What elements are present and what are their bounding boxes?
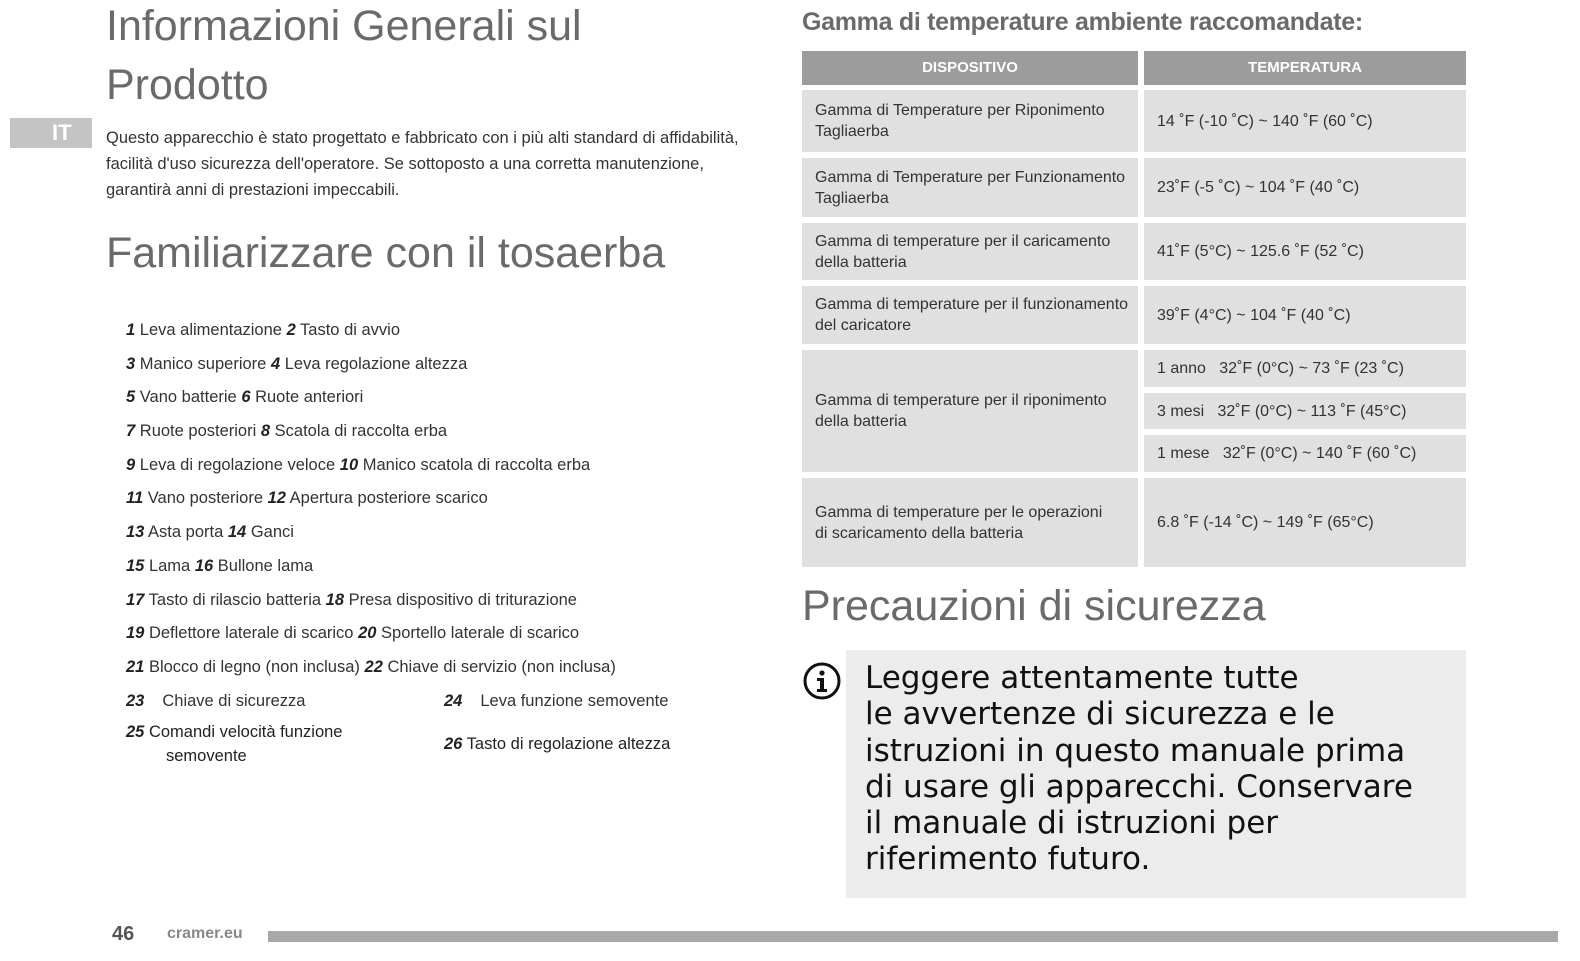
warning-line: le avvertenze di sicurezza e le [865, 696, 1335, 733]
safety-warning-box [846, 650, 1466, 898]
warning-line: il manuale di istruzioni per [865, 805, 1279, 842]
part-label: Ganci [250, 523, 294, 542]
part-label: Tasto di avvio [300, 321, 401, 339]
warning-line: di usare gli apparecchi. Conservare [865, 768, 1413, 805]
safety-warning-text [865, 660, 1446, 878]
storage-period: 3 mesi [1157, 402, 1205, 420]
part-row [126, 687, 736, 721]
part-number: 20 [358, 624, 377, 643]
part-row [126, 586, 736, 620]
part-row [126, 417, 736, 451]
part-number: 19 [126, 624, 145, 643]
language-tab: IT [10, 118, 92, 148]
part-row [126, 518, 736, 552]
familiarize-title: Familiarizzare con il tosaerba [106, 229, 666, 277]
general-info-title: Informazioni Generali sul Prodotto [106, 2, 582, 109]
temperature-cell: 6.8 ˚F (-14 ˚C) ~ 149 ˚F (65°C) [1144, 478, 1466, 567]
part-number: 2 [286, 321, 296, 339]
device-cell: Gamma di temperature per il caricamento della batteria [802, 223, 1138, 280]
part-number: 10 [339, 455, 359, 474]
part-row [126, 552, 736, 586]
part-number: 26 [444, 735, 463, 754]
part-row [126, 720, 736, 780]
storage-entry [1144, 435, 1466, 472]
page-number: 46 [112, 923, 135, 945]
part-label: Apertura posteriore scarico [289, 489, 488, 508]
part-label: Chiave di servizio (non inclusa) [387, 657, 616, 676]
storage-range: 32˚F (0°C) ~ 140 ˚F (60 ˚C) [1222, 445, 1417, 462]
storage-period: 1 anno [1157, 360, 1206, 377]
part-number: 3 [126, 354, 136, 373]
part-label: Leva funzione semovente [480, 691, 669, 710]
header-temperature: TEMPERATURA [1144, 51, 1466, 85]
device-cell: Gamma di temperature per il riponimento della batteria [802, 350, 1138, 472]
temperature-cell: 23˚F (-5 ˚C) ~ 104 ˚F (40 ˚C) [1144, 158, 1466, 217]
header-device: DISPOSITIVO [802, 51, 1138, 85]
device-cell: Gamma di Temperature per Riponimento Tagliaerba [802, 90, 1138, 152]
part-label: Comandi velocità funzione [148, 723, 343, 742]
part-label: Leva alimentazione [139, 321, 282, 339]
temperature-cell: 41˚F (5°C) ~ 125.6 ˚F (52 ˚C) [1144, 223, 1466, 280]
part-label: Tasto di rilascio batteria [148, 590, 322, 609]
part-number: 23 [126, 691, 145, 710]
part-label: Lama [148, 556, 191, 575]
part-row [126, 653, 736, 687]
part-number: 24 [444, 691, 463, 710]
footer-bar [268, 931, 1558, 942]
part-number: 14 [227, 523, 247, 542]
part-label: Leva regolazione altezza [284, 354, 468, 373]
storage-range: 32˚F (0°C) ~ 113 ˚F (45°C) [1217, 402, 1407, 420]
part-label: Presa dispositivo di triturazione [348, 590, 577, 609]
part-number: 21 [126, 657, 145, 676]
storage-entry [1144, 393, 1466, 429]
part-label: Manico superiore [139, 354, 267, 373]
part-label: Blocco di legno (non inclusa) [148, 657, 360, 676]
device-cell: Gamma di temperature per il funzionamento del caricatore [802, 286, 1138, 344]
part-number: 13 [126, 523, 145, 542]
part-label: Bullone lama [217, 556, 314, 575]
part-label: Scatola di raccolta erba [274, 422, 448, 441]
device-cell: Gamma di temperature per le operazioni di scaricamento della batteria [802, 478, 1138, 567]
part-number: 4 [270, 354, 281, 373]
temperature-cell: 14 ˚F (-10 ˚C) ~ 140 ˚F (60 ˚C) [1144, 90, 1466, 152]
info-icon [802, 661, 842, 701]
warning-line: istruzioni in questo manuale prima [865, 732, 1406, 769]
part-row [126, 619, 736, 653]
part-label-continued: semovente [166, 747, 247, 766]
safety-title: Precauzioni di sicurezza [802, 582, 1266, 630]
part-row [126, 484, 736, 518]
part-number: 17 [126, 590, 145, 609]
part-number: 22 [364, 657, 383, 676]
part-number: 16 [194, 556, 214, 575]
part-label: Chiave di sicurezza [162, 691, 306, 710]
part-number: 6 [241, 388, 251, 407]
temperature-table-title: Gamma di temperature ambiente raccomandate: [802, 8, 1363, 36]
part-number: 12 [267, 489, 286, 508]
storage-entry [1144, 350, 1466, 387]
part-label: Leva di regolazione veloce [139, 455, 336, 474]
part-label: Ruote posteriori [139, 422, 257, 441]
part-number: 11 [126, 489, 144, 508]
intro-paragraph: Questo apparecchio è stato progettato e fabbricato con i più alti standard di affidabilità, facilità d'uso sicurezza dell'operatore. Se sottoposto a una corretta manutenzione, garantirà anni di prestazioni impeccabili. [106, 129, 739, 199]
part-label: Deflettore laterale di scarico [148, 624, 354, 643]
part-row [126, 316, 736, 350]
warning-line: Leggere attentamente tutte [865, 660, 1299, 696]
part-row [126, 383, 736, 417]
part-number: 1 [126, 321, 136, 339]
part-number: 18 [325, 590, 345, 609]
part-row [126, 451, 736, 485]
device-cell: Gamma di Temperature per Funzionamento Tagliaerba [802, 158, 1138, 217]
part-label: Asta porta [148, 523, 224, 542]
part-number: 7 [126, 422, 136, 441]
storage-range: 32˚F (0°C) ~ 73 ˚F (23 ˚C) [1219, 360, 1404, 377]
part-number: 25 [126, 723, 145, 742]
part-number: 5 [126, 388, 136, 407]
part-number: 9 [126, 455, 136, 474]
parts-list [126, 316, 736, 780]
part-number: 15 [126, 556, 145, 575]
part-label: Ruote anteriori [255, 388, 364, 407]
part-label: Manico scatola di raccolta erba [362, 455, 591, 474]
temperature-cell: 39˚F (4°C) ~ 104 ˚F (40 ˚C) [1144, 286, 1466, 344]
part-label: Vano posteriore [147, 489, 264, 508]
website-text: cramer.eu [167, 925, 243, 942]
part-row [126, 350, 736, 384]
storage-period: 1 mese [1157, 445, 1210, 462]
part-label: Tasto di regolazione altezza [466, 735, 671, 754]
part-number: 8 [260, 422, 271, 441]
part-label: Vano batterie [139, 388, 237, 407]
warning-line: riferimento futuro. [865, 841, 1151, 878]
part-label: Sportello laterale di scarico [381, 624, 580, 643]
